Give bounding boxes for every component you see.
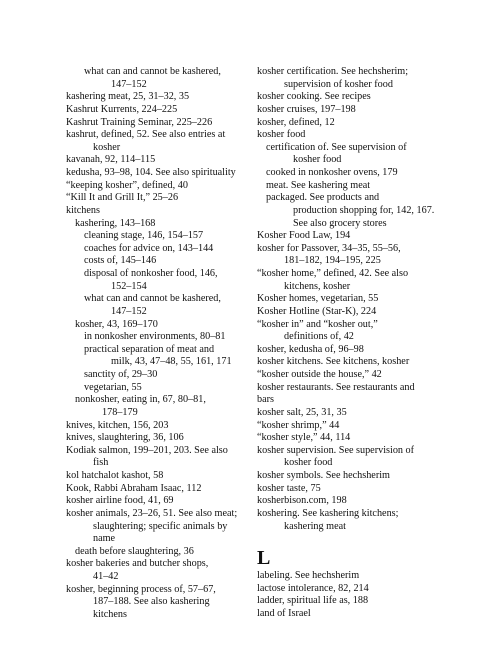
- index-entry: “kosher home,” defined, 42. See also: [257, 268, 409, 279]
- index-entry: 152–154: [111, 280, 147, 292]
- index-entry: bars: [257, 394, 274, 406]
- index-entry: kosher taste, 75: [257, 482, 321, 494]
- index-entry: kosher, defined, 12: [257, 116, 335, 128]
- index-entry: sanctity of, 29–30: [84, 369, 158, 380]
- index-entry: fish: [93, 457, 109, 469]
- index-entry: 41–42: [93, 571, 119, 582]
- index-entry: vegetarian, 55: [84, 381, 142, 393]
- index-entry: kitchens, kosher: [284, 280, 351, 292]
- index-entry: definitions of, 42: [284, 331, 354, 343]
- index-entry: kitchens: [66, 204, 100, 216]
- index-entry: “keeping kosher”, defined, 40: [66, 179, 188, 191]
- index-entry: practical separation of meat and: [84, 343, 215, 355]
- index-entry: labeling. See hechsherim: [257, 570, 360, 582]
- index-entry: coaches for advice on, 143–144: [84, 242, 214, 254]
- index-entry: kosher food: [284, 457, 333, 469]
- index-entry: meat. See kashering meat: [266, 179, 371, 191]
- index-entry: kosherbison.com, 198: [257, 495, 347, 507]
- index-entry: Kook, Rabbi Abraham Isaac, 112: [66, 482, 202, 494]
- index-entry: kosher, 43, 169–170: [75, 318, 158, 330]
- index-entry: disposal of nonkosher food, 146,: [84, 268, 218, 279]
- index-entry: “kosher outside the house,” 42: [257, 369, 382, 380]
- index-entry: kashrut, defined, 52. See also entries at: [66, 129, 226, 141]
- index-entry: Kosher homes, vegetarian, 55: [257, 293, 379, 305]
- index-entry: koshering. See kashering kitchens;: [257, 507, 399, 519]
- index-entry: kashering meat: [284, 520, 346, 532]
- index-entry: certification of. See supervision of: [266, 141, 407, 153]
- index-entry: kashering, 143–168: [75, 217, 156, 229]
- index-entry: production shopping for, 142, 167.: [293, 204, 435, 216]
- index-entry: kosher cooking. See recipes: [257, 91, 371, 103]
- index-entry: kosher cruises, 197–198: [257, 103, 356, 115]
- index-entry: Kosher Hotline (Star-K), 224: [257, 305, 377, 317]
- index-entry: kashering meat, 25, 31–32, 35: [66, 91, 190, 103]
- index-entry: See also grocery stores: [293, 217, 387, 229]
- index-entry: knives, slaughtering, 36, 106: [66, 432, 184, 444]
- index-entry: slaughtering; specific animals by: [93, 520, 228, 532]
- index-entry: ladder, spiritual life as, 188: [257, 595, 369, 607]
- index-entry: kosher restaurants. See restaurants and: [257, 381, 415, 393]
- index-entry: kosher food: [293, 154, 342, 166]
- index-entry: kosher symbols. See hechsherim: [257, 470, 390, 481]
- index-entry: kosher supervision. See supervision of: [257, 444, 415, 456]
- index-entry: “kosher shrimp,” 44: [257, 419, 340, 431]
- index-entry: kitchens: [93, 608, 127, 620]
- l-section-entries: [257, 570, 442, 621]
- index-entry: kavanah, 92, 114–115: [66, 154, 156, 166]
- index-entry: kol hatchalot kashot, 58: [66, 470, 164, 481]
- index-entry: nonkosher, eating in, 67, 80–81,: [75, 394, 206, 406]
- index-entry: in nonkosher environments, 80–81: [84, 331, 226, 343]
- index-entry: “Kill It and Grill It,” 25–26: [66, 192, 179, 204]
- index-entry: land of Israel: [257, 608, 311, 619]
- index-entry: what can and cannot be kashered,: [84, 293, 221, 305]
- index-entry: kosher, beginning process of, 57–67,: [66, 583, 216, 595]
- index-entry: kosher food: [257, 129, 306, 141]
- index-entry: what can and cannot be kashered,: [84, 66, 221, 77]
- index-entry: “kosher in” and “kosher out,”: [257, 318, 378, 330]
- index-entry: kosher bakeries and butcher shops,: [66, 558, 209, 570]
- index-entry: 147–152: [111, 305, 147, 317]
- index-entry: kedusha, 93–98, 104. See also spirituality: [66, 167, 236, 178]
- index-entry: kosher airline food, 41, 69: [66, 495, 174, 507]
- index-entry: kosher animals, 23–26, 51. See also meat;: [66, 507, 238, 519]
- index-entry: cleaning stage, 146, 154–157: [84, 230, 204, 242]
- index-entry: lactose intolerance, 82, 214: [257, 582, 369, 594]
- index-entry: kosher kitchens. See kitchens, kosher: [257, 356, 410, 368]
- index-entry: milk, 43, 47–48, 55, 161, 171: [111, 356, 232, 368]
- index-entry: costs of, 145–146: [84, 255, 157, 267]
- index-entry: supervision of kosher food: [284, 78, 393, 90]
- index-entry: death before slaughtering, 36: [75, 545, 194, 557]
- index-entry: knives, kitchen, 156, 203: [66, 419, 169, 431]
- index-entry: 178–179: [102, 406, 138, 418]
- index-entry: Kashrut Training Seminar, 225–226: [66, 116, 213, 128]
- index-entry: Kashrut Kurrents, 224–225: [66, 103, 178, 115]
- index-column-right: [257, 66, 442, 621]
- section-letter: L: [257, 547, 271, 570]
- index-entry: kosher salt, 25, 31, 35: [257, 406, 347, 418]
- index-entry: name: [93, 533, 116, 545]
- index-entry: 187–188. See also kashering: [93, 596, 210, 608]
- index-entry: kosher, kedusha of, 96–98: [257, 343, 364, 355]
- index-entry: 147–152: [111, 78, 147, 90]
- index-entry: kosher: [93, 141, 121, 153]
- index-entry: “kosher style,” 44, 114: [257, 432, 351, 444]
- index-entry: Kodiak salmon, 199–201, 203. See also: [66, 444, 228, 456]
- index-entry: Kosher Food Law, 194: [257, 230, 351, 242]
- right-entries: [257, 66, 442, 533]
- index-entry: 181–182, 194–195, 225: [284, 255, 381, 267]
- index-entry: cooked in nonkosher ovens, 179: [266, 167, 398, 178]
- index-entry: kosher certification. See hechsherim;: [257, 66, 409, 77]
- index-entry: kosher for Passover, 34–35, 55–56,: [257, 242, 401, 254]
- index-entry: packaged. See products and: [266, 192, 380, 204]
- index-column-left: [66, 66, 251, 622]
